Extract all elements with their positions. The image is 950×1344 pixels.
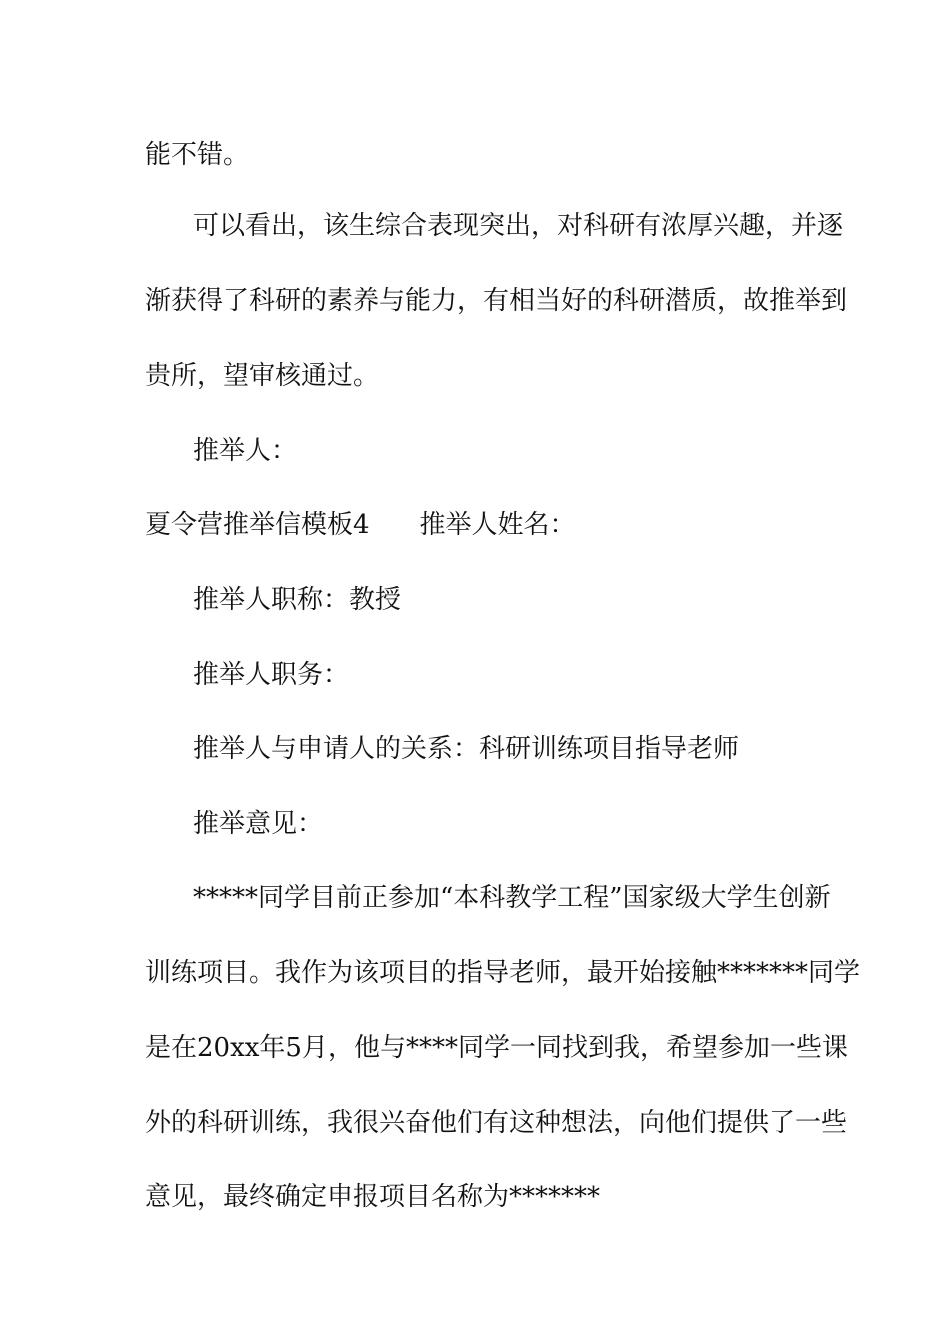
text-line: 渐获得了科研的素养与能力，有相当好的科研潜质，故推举到 <box>145 286 848 316</box>
text-line: 贵所，望审核通过。 <box>145 361 380 391</box>
text-line: 推举人职称：教授 <box>193 585 402 615</box>
text-line: 推举人职务： <box>193 660 350 690</box>
text-line: 推举人与申请人的关系：科研训练项目指导老师 <box>193 734 740 764</box>
text-line: 能不错。 <box>145 140 250 170</box>
text-line: 推举人： <box>193 436 298 466</box>
text-line: 外的科研训练，我很兴奋他们有这种想法，向他们提供了一些 <box>145 1108 848 1138</box>
text-line: 训练项目。我作为该项目的指导老师，最开始接触*******同学 <box>145 958 861 988</box>
text-line: 是在20xx年5月，他与****同学一同找到我，希望参加一些课 <box>145 1033 848 1063</box>
text-line: 推举意见： <box>193 809 324 839</box>
recommender-name-label: 推举人姓名： <box>419 510 576 540</box>
text-line: 可以看出，该生综合表现突出，对科研有浓厚兴趣，并逐 <box>193 211 844 241</box>
template-title: 夏令营推举信模板4 <box>145 510 370 540</box>
section-heading-line <box>145 510 576 540</box>
text-line: 意见，最终确定申报项目名称为******* <box>145 1182 601 1212</box>
text-line: *****同学目前正参加“本科教学工程”国家级大学生创新 <box>193 883 831 913</box>
